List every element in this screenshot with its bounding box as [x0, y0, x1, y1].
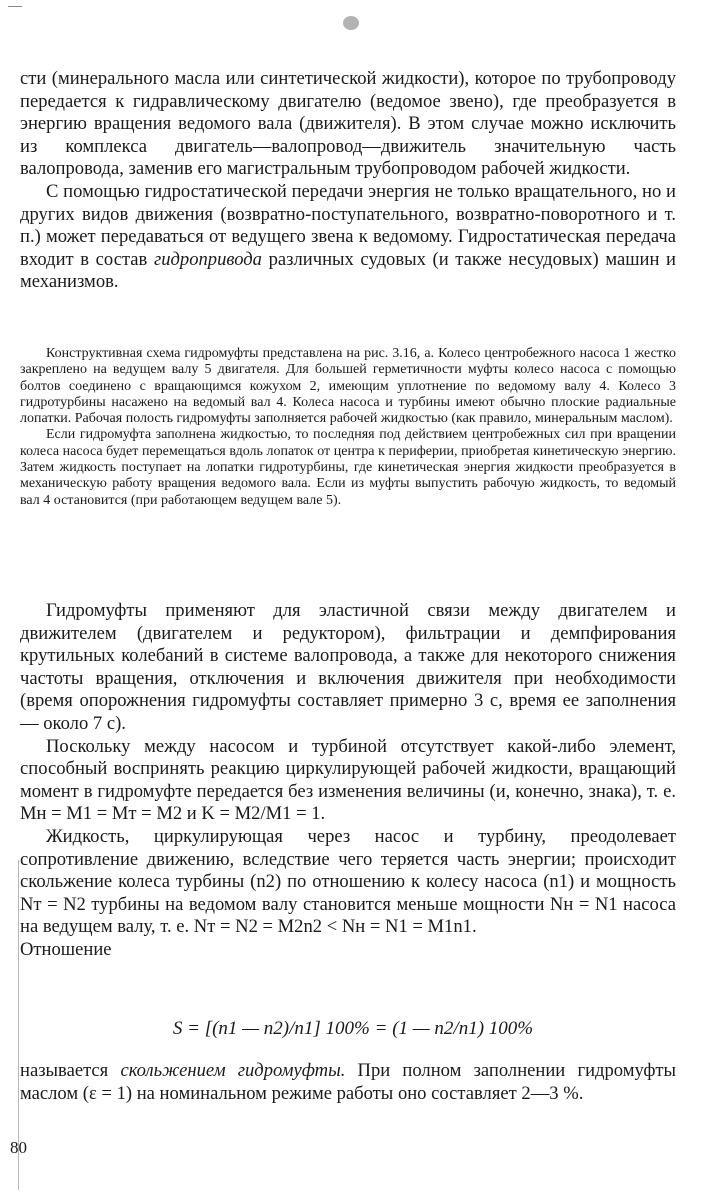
final-text-1: называется — [20, 1060, 121, 1081]
paragraph-hydrostatic — [20, 181, 676, 294]
final-emphasis: скольжением гидромуфты. — [120, 1060, 346, 1081]
corner-mark — [8, 6, 22, 7]
slip-formula: S = [(n1 — n2)/n1] 100% = (1 — n2/n1) 100% — [172, 1018, 534, 1039]
bottom-section — [20, 600, 676, 962]
hydrostatic-emphasis: гидропривода — [153, 248, 262, 270]
paragraph-applications: Гидромуфты применяют для эластичной связи между двигателем и движителем (двигателем и редуктором), фильтрации и демпфирования крутильных колебаний в системе валопровода, а также для некоторого снижения частоты вращения, отключения и включения движителя при необходимости (время опорожнения гидромуфты составляет примерно 3 с, время ее заполнения — около 7 с). — [20, 600, 676, 734]
paragraph-torque: Поскольку между насосом и турбиной отсутствует какой-либо элемент, способный воспринять реакцию циркулирующей рабочей жидкости, вращающий момент в гидромуфте передается без изменения величины (и, конечно, знака), т. е. Mн = M1 = Mт = M2 и K = M2/M1 = 1. — [20, 735, 676, 825]
page-number: 80 — [10, 1138, 27, 1157]
small-print-section — [20, 346, 676, 509]
hydrostatic-text-2: различных судовых (и также несудовых) машин и механизмов. — [20, 248, 676, 293]
paragraph-operation: Если гидромуфта заполнена жидкостью, то последняя под действием центробежных сил при вращении колеса насоса будет перемещаться вдоль лопаток от центра к периферии, приобретая кинетическую энергию. Затем жидкость поступает на лопатки гидротурбины, где кинетическая энергия жидкости преобразуется в механическую работу вращения ведомого вала. Если из муфты выпустить рабочую жидкость, то ведомый вал 4 остановится (при работающем ведущем вале 5). — [20, 427, 676, 508]
paragraph-ratio: Отношение — [20, 938, 112, 960]
final-section — [20, 1060, 676, 1105]
hydrostatic-text-1: С помощью гидростатической передачи энергия не только вращательного, но и других видов движения (возвратно-поступательного, возвратно-поворотного и т. п.) может передаваться от ведущего звена к ведомому. Гидростатическая передача входит в состав — [20, 180, 676, 270]
paragraph-slip: Жидкость, циркулирующая через насос и турбину, преодолевает сопротивление движению, вследствие чего теряется часть энергии; происходит скольжение колеса турбины (n2) по отношению к колесу насоса (n1) и мощность Nт = N2 турбины на ведомом валу становится меньше мощности Nн = N1 насоса на ведущем валу, т. е. Nт = N2 = M2n2 < Nн = N1 = M1n1. — [20, 825, 676, 938]
ink-blot — [343, 16, 359, 30]
paragraph-construction: Конструктивная схема гидромуфты представлена на рис. 3.16, а. Колесо центробежного насоса 1 жестко закреплено на ведущем валу 5 двигателя. Для большей герметичности муфты колесо насоса с помощью болтов соединено с вращающимся кожухом 2, имеющим уплотнение по ведомому валу 4. Колесо 3 гидротурбины насажено на ведомый вал 4. Колеса насоса и турбины имеют обычно плоские радиальные лопатки. Рабочая полость гидромуфты заполняется рабочей жидкостью (как правило, минеральным маслом). — [20, 346, 676, 427]
final-text-2: При полном заполнении гидромуфты маслом (ε = 1) на номинальном режиме работы оно составляет 2—3 %. — [20, 1060, 676, 1104]
paragraph-final — [20, 1060, 676, 1105]
paragraph-intro: сти (минерального масла или синтетической жидкости), которое по трубопроводу передается к гидравлическому двигателю (ведомое звено), где преобразуется в энергию вращения ведомого вала (движителя). В этом случае можно исключить из комплекса двигатель—валопровод—движитель значительную часть валопровода, заменив его магистральным трубопроводом рабочей жидкости. — [20, 68, 676, 180]
top-section — [20, 68, 676, 294]
